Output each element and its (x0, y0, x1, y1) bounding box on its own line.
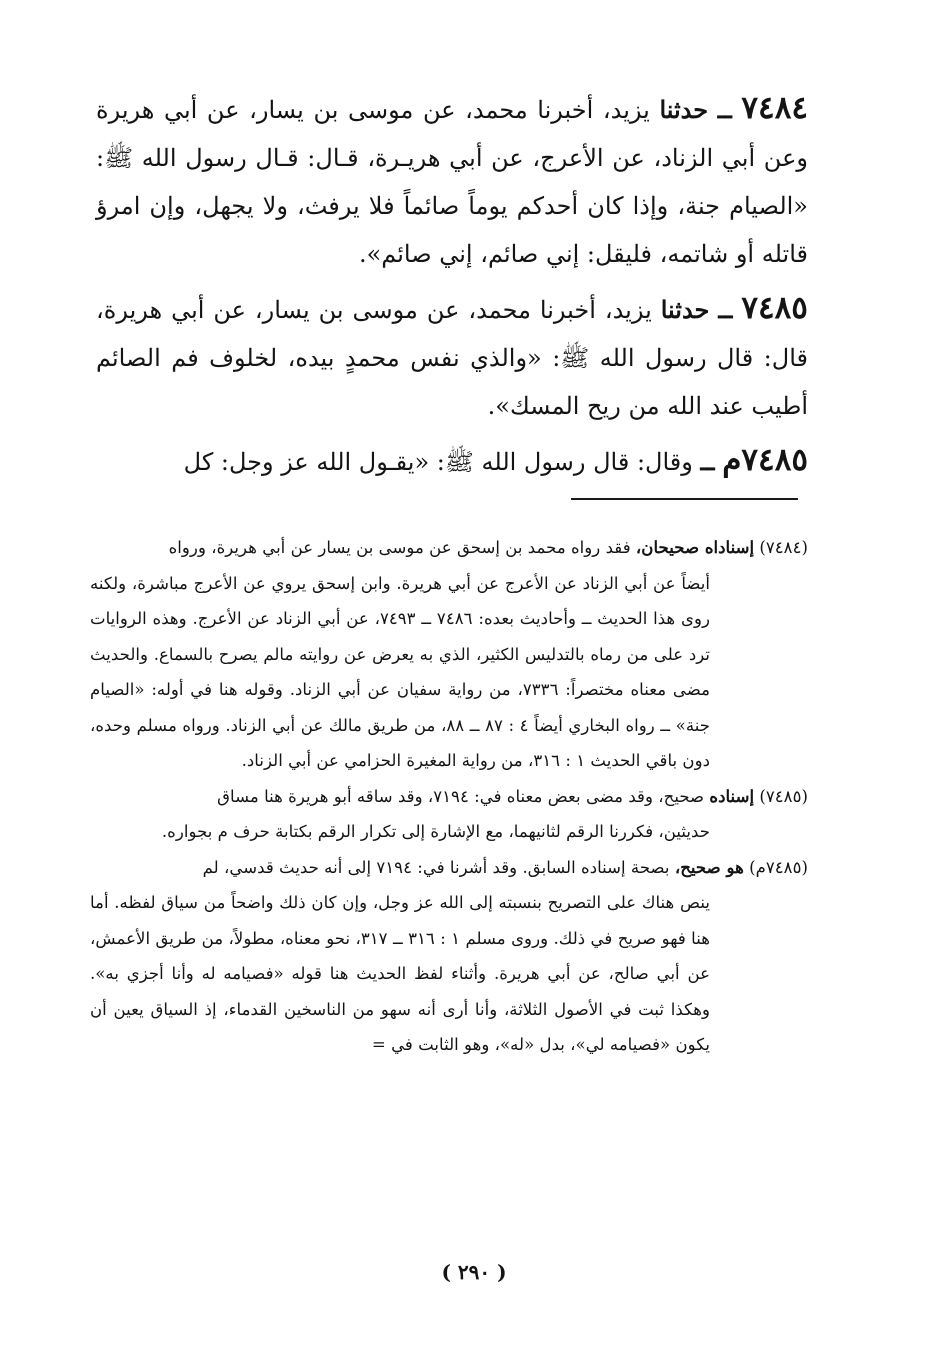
hadith-7484 (96, 84, 808, 278)
page-number: ( ٢٩٠ ) (441, 1260, 507, 1284)
hadith-dash: ــ (717, 95, 732, 124)
footnote-body: ينص هناك على التصريح بنسبته إلى الله عز وجل، وإن كان ذلك واضحاً من سياق لفظه. أما هنا فهو صريح في ذلك. وروى مسلم ١ : ٣١٦ ــ ٣١٧، نحو معناه، مطولاً، من طريق الأعمش، عن أبي صالح، عن أبي هريرة. وأثناء لفظ الحديث هنا قوله «فصيامه له وأنا أجزي به». وهكذا ثبت في الأصول الثلاثة، وأنا أرى أنه سهو من الناسخين القدماء، إذ السياق يعين أن يكون «فصيامه لي»، بدل «له»، وهو الثابت في = (90, 893, 710, 1054)
footnote-7485 (90, 779, 808, 850)
footnote-verdict: إسناداه صحيحان، (635, 537, 755, 557)
hadith-7485 (96, 284, 808, 430)
footnote-first-line: فقد رواه محمد بن إسحق عن موسى بن يسار عن أبي هريرة، ورواه (168, 538, 631, 557)
hadith-number: ٧٤٨٤ (741, 90, 808, 126)
footnote-separator (571, 498, 798, 500)
footnote-ref: (٧٤٨٥) (759, 786, 808, 806)
footnote-first-line: بصحة إسناده السابق. وقد أشرنا في: ٧١٩٤ إلى أنه حديث قدسي، لم (202, 857, 670, 877)
hadith-text: وقال: قال رسول الله ﷺ: «يقـول الله عز وجل: كل (183, 448, 693, 476)
footnote-ref: (٧٤٨٤) (759, 538, 808, 557)
hadith-text: يزيد، أخبرنا محمد، عن موسى بن يسار، عن أبي هريرة وعن أبي الزناد، عن الأعرج، عن أبي هريـرة، قـال: قـال رسول الله ﷺ: «الصيام جنة، وإذا كان أحدكم يوماً صائماً فلا يرفث، ولا يجهل، وإن امرؤ قاتله أو شاتمه، فليقل: إني صائم، إني صائم». (96, 96, 808, 268)
hadith-text: يزيد، أخبرنا محمد، عن موسى بن يسار، عن أبي هريرة، قال: قال رسول الله ﷺ: «والذي نفس محمدٍ بيده، لخلوف فم الصائم أطيب عند الله من ريح المسك». (96, 296, 808, 420)
footnote-body: أيضاً عن أبي الزناد عن الأعرج عن أبي هريرة. وابن إسحق يروي عن الأعرج مباشرة، ولكنه روى هذا الحديث ــ وأحاديث بعده: ٧٤٨٦ ــ ٧٤٩٣، عن أبي الزناد عن الأعرج. وهذه الروايات ترد على من رماه بالتدليس الكثير، الذي به يعرض عن روايته مالم يصرح بالسماع. والحديث مضى معناه مختصراً: ٧٣٣٦، من رواية سفيان عن أبي الزناد. وقوله هنا في أوله: «الصيام جنة» ــ رواه البخاري أيضاً ٤ : ٨٧ ــ ٨٨، من طريق مالك عن أبي الزناد. ورواه مسلم وحده، دون باقي الحديث ١ : ٣١٦، من رواية المغيرة الحزامي عن أبي الزناد. (90, 573, 711, 770)
hadith-dash: ــ (718, 295, 733, 324)
hadith-dash: ــ (700, 447, 715, 476)
footnote-7485m (90, 850, 808, 1063)
footnote-7484 (90, 530, 808, 779)
hadith-keyword: حدثنا (659, 95, 709, 124)
footnote-verdict: إسناده (709, 785, 755, 806)
hadith-7485m (96, 436, 808, 486)
footnote-body: حديثين، فكررنا الرقم لثانيهما، مع الإشارة إلى تكرار الرقم بكتابة حرف م بجواره. (161, 822, 710, 841)
footnote-first-line: صحيح، وقد مضى بعض معناه في: ٧١٩٤، وقد ساقه أبو هريرة هنا مساق (217, 786, 705, 806)
main-text (96, 84, 808, 492)
footnotes (90, 530, 808, 1063)
footnote-ref: (٧٤٨٥م) (749, 857, 808, 877)
hadith-number: ٧٤٨٥م (722, 442, 808, 478)
hadith-number: ٧٤٨٥ (741, 290, 808, 326)
footnote-verdict: هو صحيح، (674, 856, 744, 877)
hadith-keyword: حدثنا (660, 295, 710, 324)
